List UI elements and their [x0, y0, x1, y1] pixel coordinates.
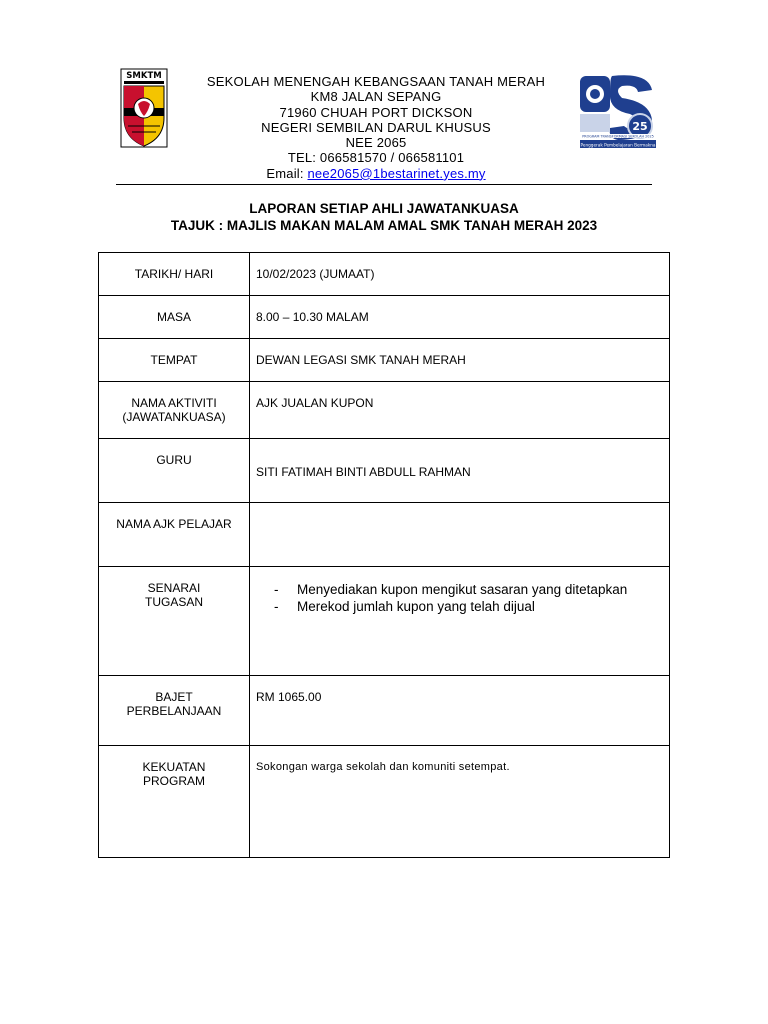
- bajet-label-line-2: PERBELANJAAN: [126, 704, 222, 718]
- report-title-line-1: LAPORAN SETIAP AHLI JAWATANKUASA: [249, 201, 519, 216]
- table-row-tempat: [99, 339, 670, 382]
- task-item: [250, 581, 669, 598]
- kekuatan-label: [99, 746, 250, 858]
- task-dash: -: [274, 582, 279, 597]
- school-name: SEKOLAH MENENGAH KEBANGSAAN TANAH MERAH: [206, 74, 546, 89]
- ts25-program-caption: PROGRAM TRANSFORMASI SEKOLAH 2025: [582, 134, 654, 139]
- svg-text:25: 25: [632, 120, 648, 133]
- letterhead: [116, 66, 654, 186]
- table-row-bajet: [99, 676, 670, 746]
- bajet-label-line-1: BAJET: [155, 690, 193, 704]
- report-title-line-2: TAJUK : MAJLIS MAKAN MALAM AMAL SMK TANAH MERAH 2023: [170, 218, 598, 233]
- ts25-logo: [578, 68, 658, 150]
- tarikh-label: TARIKH/ HARI: [99, 253, 250, 296]
- table-row-guru: [99, 439, 670, 503]
- table-row-kekuatan: [99, 746, 670, 858]
- task-item: [250, 598, 669, 615]
- senarai-label-line-1: SENARAI: [147, 581, 201, 595]
- task-text: Menyediakan kupon mengikut sasaran yang ditetapkan: [297, 582, 628, 597]
- crest-text: SMKTM: [126, 71, 162, 81]
- tempat-value: DEWAN LEGASI SMK TANAH MERAH: [250, 339, 670, 382]
- table-row-ajk-pelajar: [99, 503, 670, 567]
- school-code: NEE 2065: [345, 135, 407, 151]
- masa-value: 8.00 – 10.30 MALAM: [250, 296, 670, 339]
- table-row-aktiviti: [99, 382, 670, 439]
- address-line-3: NEGERI SEMBILAN DARUL KHUSUS: [261, 119, 491, 135]
- kekuatan-value: Sokongan warga sekolah dan komuniti setempat.: [250, 746, 670, 858]
- email-link[interactable]: nee2065@1bestarinet.yes.my: [307, 165, 486, 181]
- email-label: Email:: [266, 165, 308, 181]
- address-line-1: KM8 JALAN SEPANG: [310, 89, 442, 105]
- telephone: TEL: 066581570 / 066581101: [287, 150, 465, 166]
- guru-label: GURU: [99, 439, 250, 503]
- task-text: Merekod jumlah kupon yang telah dijual: [297, 599, 535, 614]
- address-line-2: 71960 CHUAH PORT DICKSON: [279, 104, 473, 120]
- aktiviti-label-line-2: (JAWATANKUASA): [122, 410, 226, 424]
- masa-label: MASA: [99, 296, 250, 339]
- report-table: [98, 252, 670, 858]
- header-divider: [116, 184, 652, 185]
- email-line: [176, 166, 576, 181]
- task-list: [250, 581, 669, 615]
- guru-value: SITI FATIMAH BINTI ABDULL RAHMAN: [250, 439, 670, 503]
- aktiviti-label: [99, 382, 250, 439]
- senarai-label-line-2: TUGASAN: [144, 595, 203, 609]
- kekuatan-label-line-1: KEKUATAN: [142, 760, 206, 774]
- table-row-tarikh: [99, 253, 670, 296]
- ajk-pelajar-label: NAMA AJK PELAJAR: [99, 503, 250, 567]
- bajet-value: RM 1065.00: [250, 676, 670, 746]
- tempat-label: TEMPAT: [99, 339, 250, 382]
- ts25-caption: Penggerak Pembelajaran Bermakna: [580, 142, 656, 148]
- school-info: [176, 74, 576, 181]
- table-row-masa: [99, 296, 670, 339]
- aktiviti-value: AJK JUALAN KUPON: [250, 382, 670, 439]
- aktiviti-label-line-1: NAMA AKTIVITI: [131, 396, 217, 410]
- report-title: [98, 200, 670, 234]
- bajet-label: [99, 676, 250, 746]
- task-dash: -: [274, 599, 279, 614]
- tarikh-value: 10/02/2023 (JUMAAT): [250, 253, 670, 296]
- table-row-senarai-tugasan: [99, 567, 670, 676]
- kekuatan-label-line-2: PROGRAM: [142, 774, 205, 788]
- senarai-tugasan-label: [99, 567, 250, 676]
- senarai-tugasan-value: [250, 567, 670, 676]
- ajk-pelajar-value: [250, 503, 670, 567]
- school-crest-logo: [120, 68, 168, 148]
